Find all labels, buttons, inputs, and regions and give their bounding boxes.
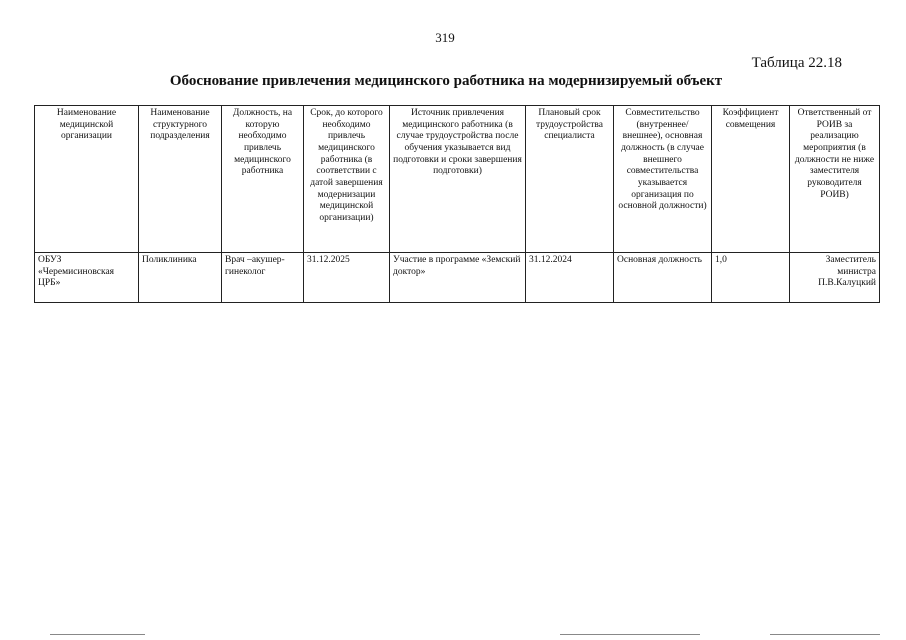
scan-edge-marks <box>0 630 906 640</box>
cell-planned-date: 31.12.2024 <box>526 253 614 303</box>
header-cell-coefficient: Коэффициент совмещения <box>712 106 790 253</box>
cell-source: Участие в программе «Земский доктор» <box>390 253 526 303</box>
cell-deadline: 31.12.2025 <box>304 253 390 303</box>
scan-mark-right <box>770 634 880 635</box>
header-cell-department: Наименование структурного подразделения <box>139 106 222 253</box>
header-cell-deadline: Срок, до которого необходимо привлечь медицинского работника (в соответствии с датой завершения модернизации медицинской организации) <box>304 106 390 253</box>
table-row <box>35 253 880 303</box>
scan-mark-center <box>560 634 700 635</box>
cell-responsible: Заместитель министра П.В.Калуцкий <box>790 253 880 303</box>
header-cell-planned-date: Плановый срок трудоустройства специалиста <box>526 106 614 253</box>
scan-mark-left <box>50 634 145 635</box>
document-title: Обоснование привлечения медицинского работника на модернизируемый объект <box>169 73 723 89</box>
page-number: 319 <box>435 30 455 45</box>
header-cell-combination: Совместительство (внутреннее/внешнее), основная должность (в случае внешнего совместительства указывается организация по основной должности) <box>614 106 712 253</box>
cell-combination: Основная должность <box>614 253 712 303</box>
header-cell-organization: Наименование медицинской организации <box>35 106 139 253</box>
cell-organization: ОБУЗ «Черемисиновская ЦРБ» <box>35 253 139 303</box>
table-label: Таблица 22.18 <box>751 55 842 71</box>
header-cell-position: Должность, на которую необходимо привлечь медицинского работника <box>222 106 304 253</box>
cell-coefficient: 1,0 <box>712 253 790 303</box>
justification-table <box>34 105 880 303</box>
cell-department: Поликлиника <box>139 253 222 303</box>
header-cell-source: Источник привлечения медицинского работника (в случае трудоустройства после обучения указывается вид подготовки и сроки завершения подготовки) <box>390 106 526 253</box>
table-header-row <box>35 106 880 253</box>
header-cell-responsible: Ответственный от РОИВ за реализацию мероприятия (в должности не ниже заместителя руководителя РОИВ) <box>790 106 880 253</box>
cell-position: Врач –акушер-гинеколог <box>222 253 304 303</box>
